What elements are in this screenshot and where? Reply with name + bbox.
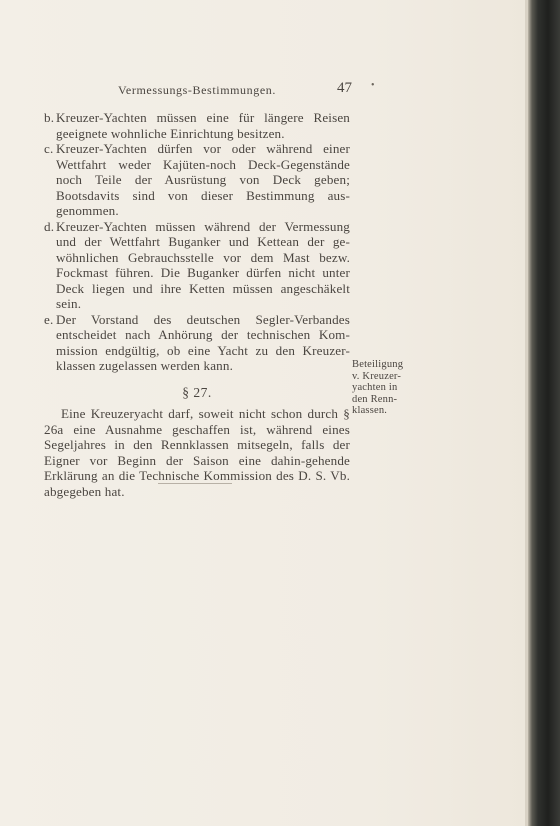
margin-note-line: yachten in xyxy=(352,382,398,393)
item-text: Kreuzer-Yachten dürfen vor oder während einer Wettfahrt weder Kajüten-noch Deck-Gegenstände noch Teile der Ausrüstung von Deck geben; Bootsdavits sind von dieser Bestimmung aus-genommen. xyxy=(56,141,350,218)
item-text: Der Vorstand des deutschen Segler-Verbandes entscheidet nach Anhörung der technischen Kom-mission endgültig, ob eine Yacht zu den Kreuzer-klassen zugelassen werden kann. xyxy=(56,311,350,373)
margin-note-line: den Renn- xyxy=(352,393,398,405)
page-number: 47 xyxy=(337,80,352,96)
list-item xyxy=(44,110,350,141)
margin-note-line: v. Kreuzer- xyxy=(352,370,402,382)
item-label: e. xyxy=(44,311,54,327)
section-title: § 27. xyxy=(182,384,212,400)
body-text xyxy=(44,110,350,499)
book-spine xyxy=(528,0,560,826)
item-label: d. xyxy=(44,218,55,234)
margin-note xyxy=(352,359,430,417)
margin-note-line: Beteiligung xyxy=(352,359,404,370)
list-item xyxy=(44,141,350,219)
running-head: Vermessungs-Bestimmungen. xyxy=(118,83,276,97)
item-label: b. xyxy=(44,110,55,125)
item-text: Kreuzer-Yachten müssen eine für längere Reisen geeignete wohnliche Einrichtung besitzen. xyxy=(56,110,350,141)
ink-mark: • xyxy=(371,80,375,91)
list-item xyxy=(44,219,350,312)
section-paragraph: Eine Kreuzeryacht darf, soweit nicht schon durch § 26a eine Ausnahme geschaffen ist, während eines Segeljahres in den Rennklassen mitsegeln, falls der Eigner vor Beginn der Saison eine dahin-gehende Erklärung an die Technische Kommission des D. S. Vb. abgegeben hat. xyxy=(44,406,350,499)
list-item xyxy=(44,312,350,374)
item-text: Kreuzer-Yachten müssen während der Vermessung und der Wettfahrt Buganker und Kettean der ge-wöhnlichen Gebrauchsstelle vor dem Mast bezw. Fockmast führen. Die Buganker dürfen nicht unter Deck liegen und ihre Ketten müssen angeschäkelt sein. xyxy=(56,218,350,311)
closing-rule xyxy=(158,483,232,484)
margin-note-line: klassen. xyxy=(352,405,388,416)
item-label: c. xyxy=(44,141,54,156)
